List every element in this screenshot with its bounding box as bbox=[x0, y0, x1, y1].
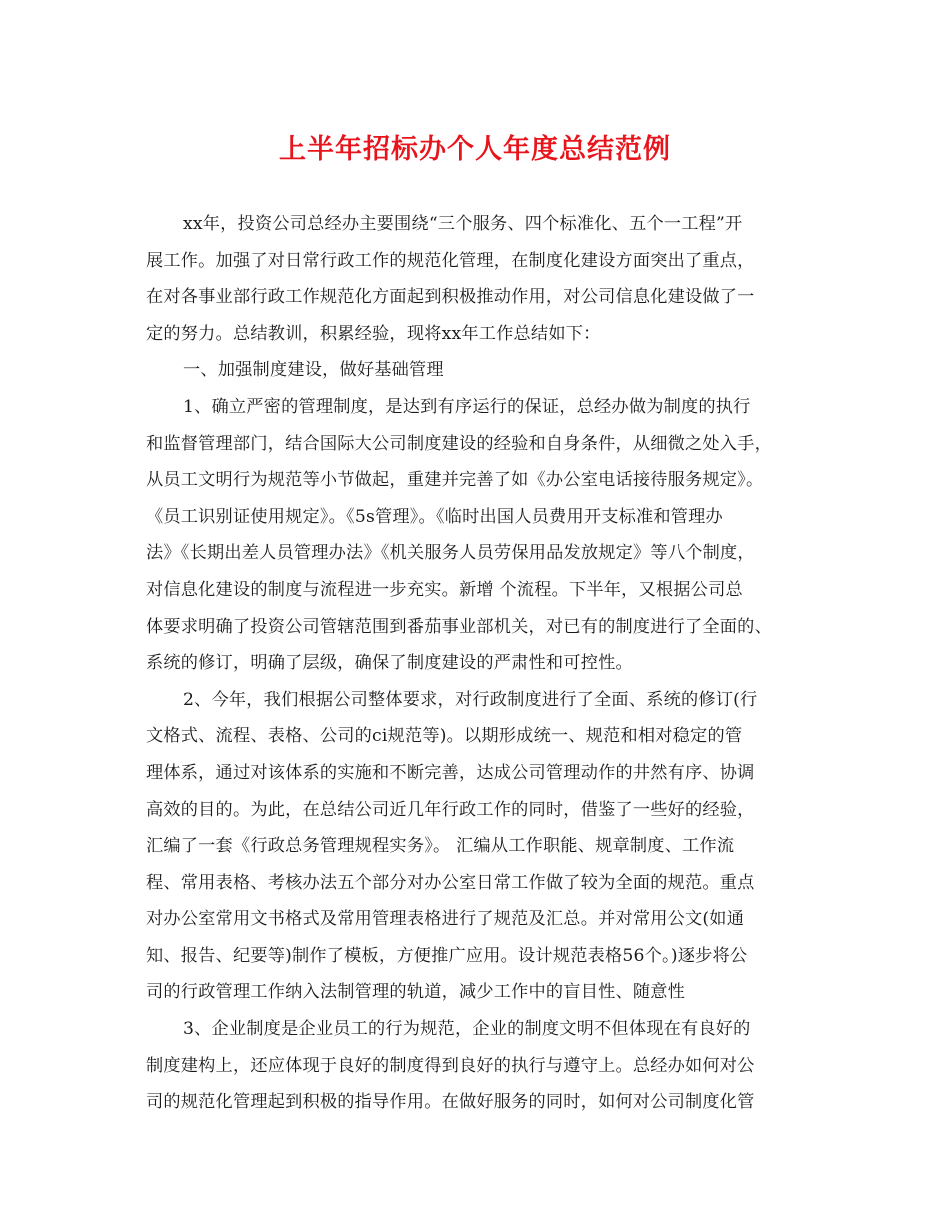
text-line: 3、企业制度是企业员工的行为规范，企业的制度文明不但体现在有良好的 bbox=[183, 1019, 751, 1040]
text-line: 知、报告、纪要等)制作了模板，方便推广应用。设计规范表格56个。)逐步将公 bbox=[146, 945, 748, 966]
text-line: 司的规范化管理起到积极的指导作用。在做好服务的同时，如何对公司制度化管 bbox=[146, 1092, 755, 1113]
document-title: 上半年招标办个人年度总结范例 bbox=[279, 134, 671, 165]
document-body bbox=[146, 206, 812, 1121]
text-line: 和监督管理部门，结合国际大公司制度建设的经验和自身条件，从细微之处入手， bbox=[146, 433, 772, 454]
text-line: 一、加强制度建设，做好基础管理 bbox=[183, 360, 444, 381]
text-line: 从员工文明行为规范等小节做起，重建并完善了如《办公室电话接待服务规定》。 bbox=[146, 470, 764, 491]
text-line: 体要求明确了投资公司管辖范围到番茄事业部机关，对已有的制度进行了全面的、 bbox=[146, 616, 772, 637]
text-line: 制度建构上，还应体现于良好的制度得到良好的执行与遵守上。总经办如何对公 bbox=[146, 1055, 755, 1076]
text-line: 对办公室常用文书格式及常用管理表格进行了规范及汇总。并对常用公文(如通 bbox=[146, 909, 745, 930]
text-line: 司的行政管理工作纳入法制管理的轨道，减少工作中的盲目性、随意性 bbox=[146, 982, 686, 1003]
text-line: 系统的修订，明确了层级，确保了制度建设的严肃性和可控性。 bbox=[146, 653, 633, 674]
text-line: 展工作。加强了对日常行政工作的规范化管理，在制度化建设方面突出了重点， bbox=[146, 250, 755, 271]
text-line: 2、今年，我们根据公司整体要求，对行政制度进行了全面、系统的修订(行 bbox=[183, 689, 758, 710]
text-line: 定的努力。总结教训，积累经验，现将xx年工作总结如下： bbox=[146, 323, 601, 344]
text-line: 《员工识别证使用规定》。《5s管理》。《临时出国人员费用开支标准和管理办 bbox=[146, 506, 723, 527]
text-line: 文格式、流程、表格、公司的ci规范等)。以期形成统一、规范和相对稳定的管 bbox=[146, 726, 743, 747]
text-line: 理体系，通过对该体系的实施和不断完善，达成公司管理动作的井然有序、协调 bbox=[146, 762, 755, 783]
text-line: 程、常用表格、考核办法五个部分对办公室日常工作做了较为全面的规范。重点 bbox=[146, 872, 755, 893]
text-line: 对信息化建设的制度与流程进一步充实。新增 个流程。下半年，又根据公司总 bbox=[146, 579, 743, 600]
text-line: 在对各事业部行政工作规范化方面起到积极推动作用，对公司信息化建设做了一 bbox=[146, 287, 755, 308]
text-line: 高效的目的。为此，在总结公司近几年行政工作的同时，借鉴了一些好的经验， bbox=[146, 799, 755, 820]
text-line: xx年，投资公司总经办主要围绕“三个服务、四个标准化、五个一工程”开 bbox=[183, 214, 743, 234]
text-line: 法》《长期出差人员管理办法》《机关服务人员劳保用品发放规定》等八个制度， bbox=[146, 543, 755, 564]
text-line: 1、确立严密的管理制度，是达到有序运行的保证，总经办做为制度的执行 bbox=[183, 396, 751, 417]
text-line: 汇编了一套《行政总务管理规程实务》。 汇编从工作职能、规章制度、工作流 bbox=[146, 836, 735, 857]
